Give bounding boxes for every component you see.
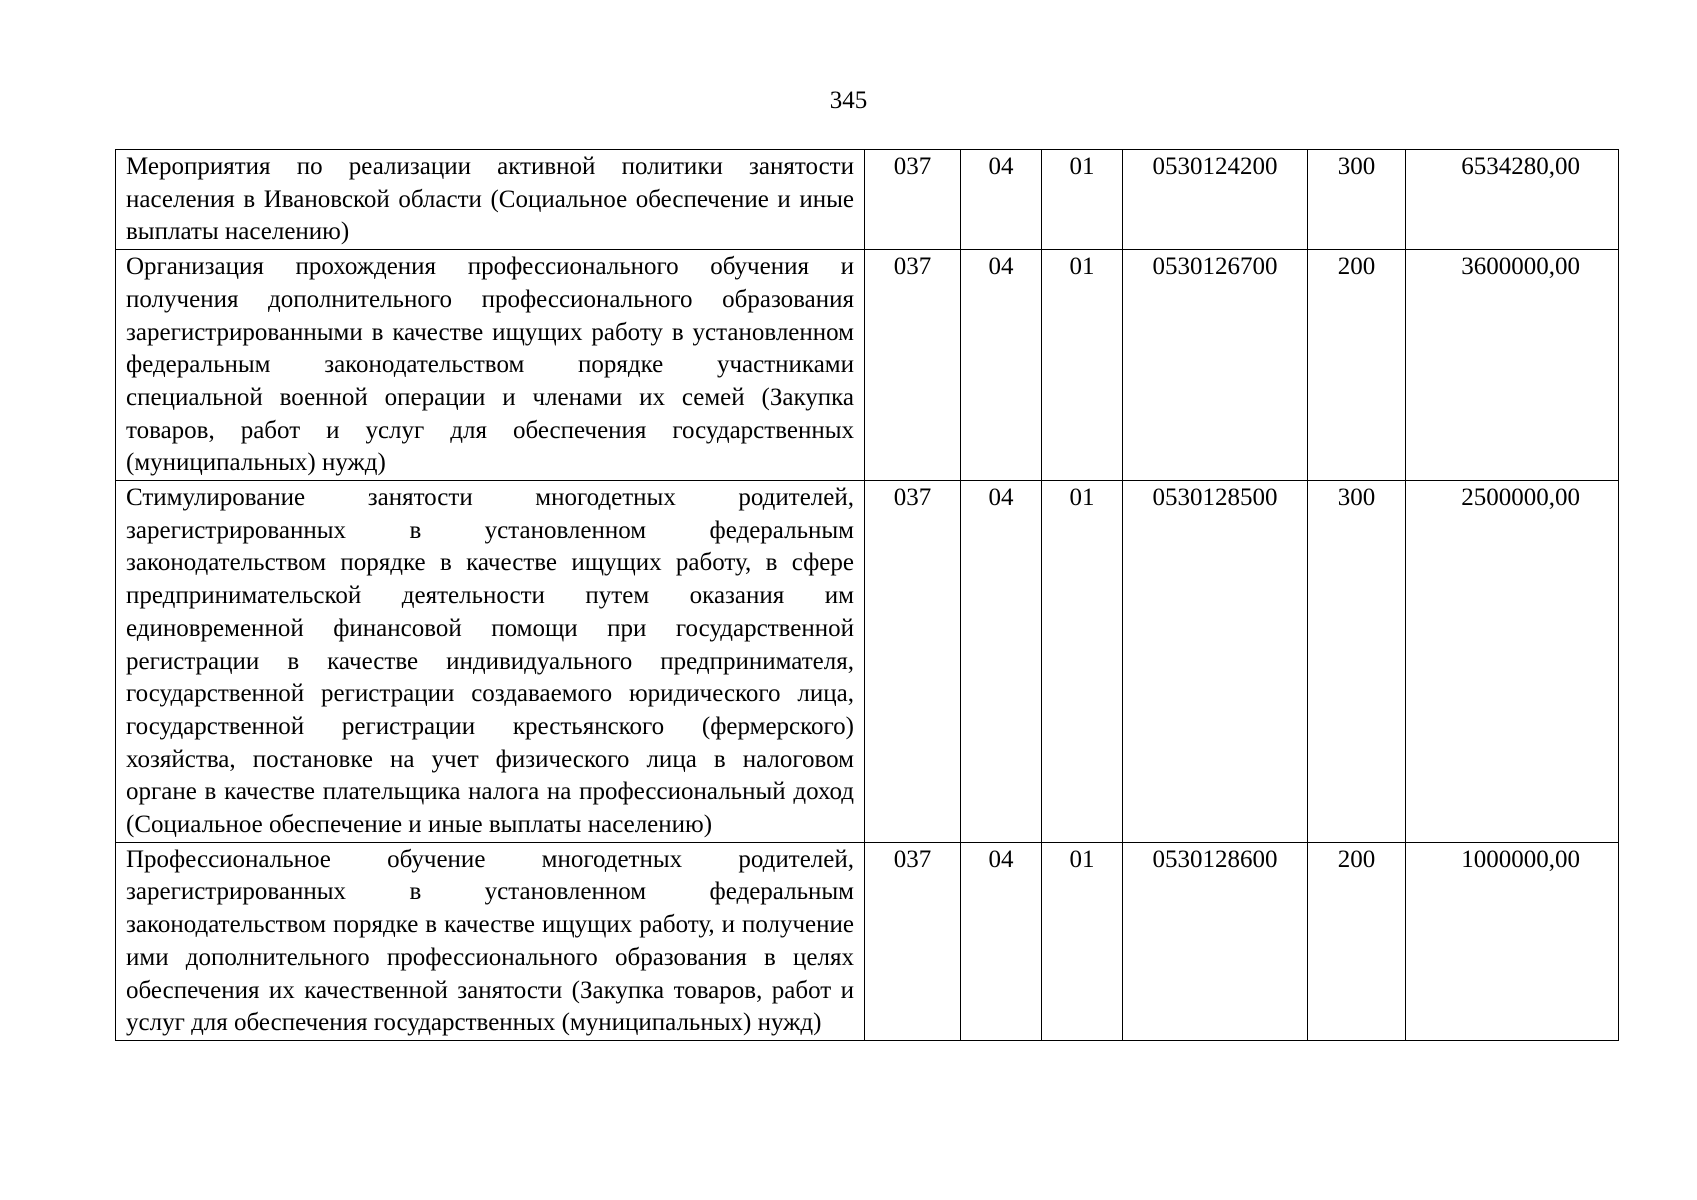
- budget-table: [115, 149, 1619, 1041]
- row-amount: 6534280,00: [1406, 150, 1619, 250]
- row-ministry-code: 037: [865, 150, 961, 250]
- row-section: 04: [961, 150, 1042, 250]
- row-section: 04: [961, 250, 1042, 481]
- row-subsection: 01: [1042, 250, 1123, 481]
- page-number: 345: [829, 87, 868, 114]
- row-expense-type: 200: [1308, 842, 1406, 1040]
- table-row: [116, 250, 1619, 481]
- row-description: Мероприятия по реализации активной политики занятости населения в Ивановской области (Социальное обеспечение и иные выплаты населению): [116, 150, 865, 250]
- row-expense-type: 300: [1308, 150, 1406, 250]
- row-amount: 3600000,00: [1406, 250, 1619, 481]
- row-ministry-code: 037: [865, 481, 961, 843]
- row-section: 04: [961, 481, 1042, 843]
- row-target-article: 0530128600: [1123, 842, 1308, 1040]
- row-subsection: 01: [1042, 481, 1123, 843]
- row-amount: 2500000,00: [1406, 481, 1619, 843]
- row-expense-type: 300: [1308, 481, 1406, 843]
- row-subsection: 01: [1042, 150, 1123, 250]
- table-row: [116, 842, 1619, 1040]
- row-target-article: 0530124200: [1123, 150, 1308, 250]
- row-subsection: 01: [1042, 842, 1123, 1040]
- row-description: Организация прохождения профессионального обучения и получения дополнительного профессионального образования зарегистрированными в качестве ищущих работу в установленном федеральным законодательством порядке участниками специальной военной операции и членами их семей (Закупка товаров, работ и услуг для обеспечения государственных (муниципальных) нужд): [116, 250, 865, 481]
- row-section: 04: [961, 842, 1042, 1040]
- row-target-article: 0530126700: [1123, 250, 1308, 481]
- row-amount: 1000000,00: [1406, 842, 1619, 1040]
- row-description: Стимулирование занятости многодетных родителей, зарегистрированных в установленном федеральным законодательством порядке в качестве ищущих работу, в сфере предпринимательской деятельности путем оказания им единовременной финансовой помощи при государственной регистрации в качестве индивидуального предпринимателя, государственной регистрации создаваемого юридического лица, государственной регистрации крестьянского (фермерского) хозяйства, постановке на учет физического лица в налоговом органе в качестве плательщика налога на профессиональный доход (Социальное обеспечение и иные выплаты населению): [116, 481, 865, 843]
- row-ministry-code: 037: [865, 250, 961, 481]
- row-expense-type: 200: [1308, 250, 1406, 481]
- table-row: [116, 150, 1619, 250]
- row-ministry-code: 037: [865, 842, 961, 1040]
- table-row: [116, 481, 1619, 843]
- row-description: Профессиональное обучение многодетных родителей, зарегистрированных в установленном федеральным законодательством порядке в качестве ищущих работу, и получение ими дополнительного профессионального образования в целях обеспечения их качественной занятости (Закупка товаров, работ и услуг для обеспечения государственных (муниципальных) нужд): [116, 842, 865, 1040]
- row-target-article: 0530128500: [1123, 481, 1308, 843]
